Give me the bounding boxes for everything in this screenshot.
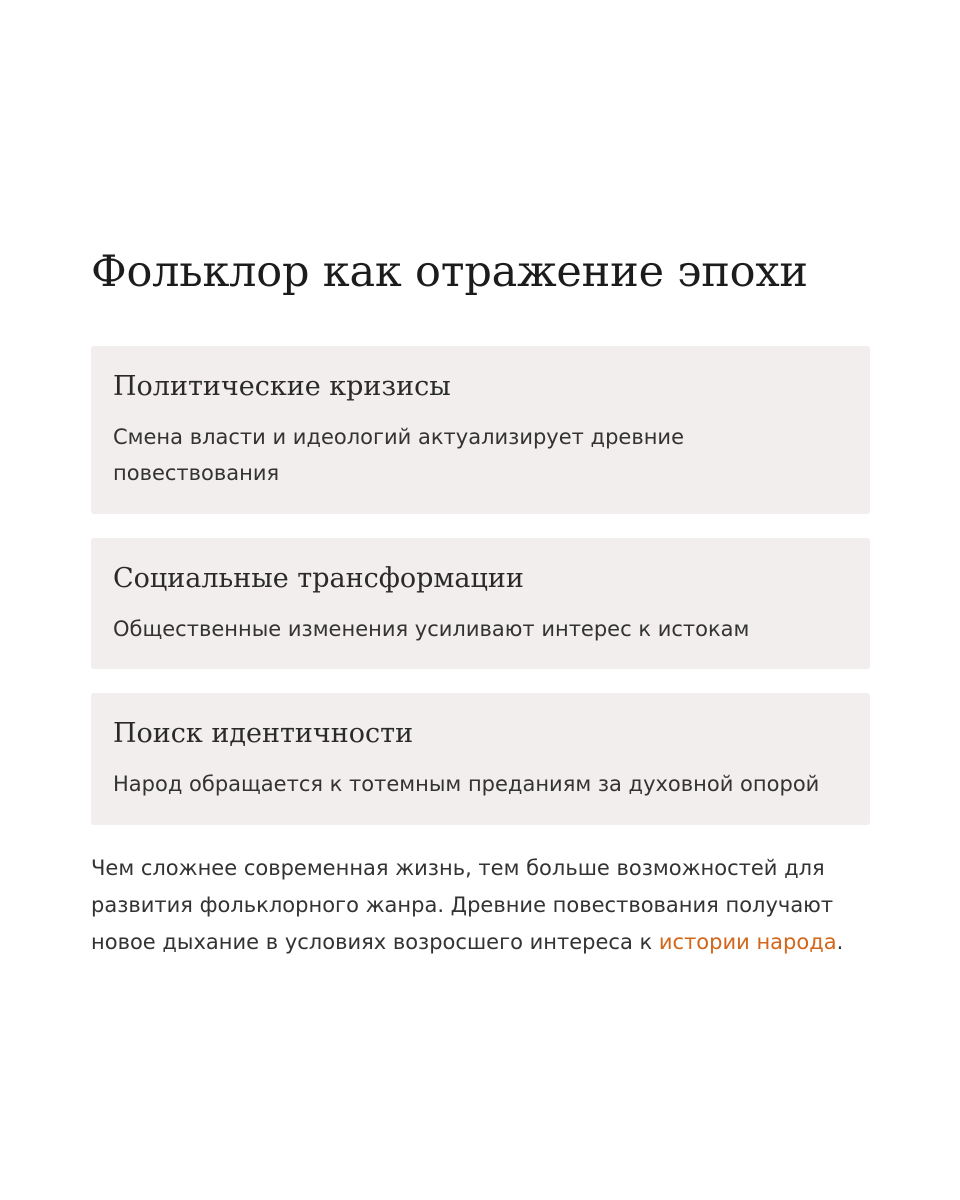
paragraph-text: Чем сложнее современная жизнь, тем больше возможностей для развития фольклорного жанра. Древние повествования получают новое дыхание в условиях возросшего интереса к: [91, 856, 834, 954]
page-title: Фольклор как отражение эпохи: [91, 247, 808, 297]
card-text: Народ обращается к тотемным преданиям за духовной опорой: [113, 772, 820, 796]
card-text: Смена власти и идеологий актуализирует древние повествования: [113, 425, 684, 485]
closing-paragraph: [91, 850, 861, 961]
card-heading: Политические кризисы: [113, 371, 451, 402]
history-link[interactable]: истории народа: [658, 930, 837, 954]
card-social-transformations: [91, 538, 870, 669]
card-text: Общественные изменения усиливают интерес к истокам: [113, 617, 750, 641]
card-identity-search: [91, 693, 870, 825]
card-heading: Поиск идентичности: [113, 718, 414, 749]
card-political-crises: [91, 346, 870, 514]
card-heading: Социальные трансформации: [113, 563, 524, 594]
paragraph-end: .: [836, 930, 844, 954]
